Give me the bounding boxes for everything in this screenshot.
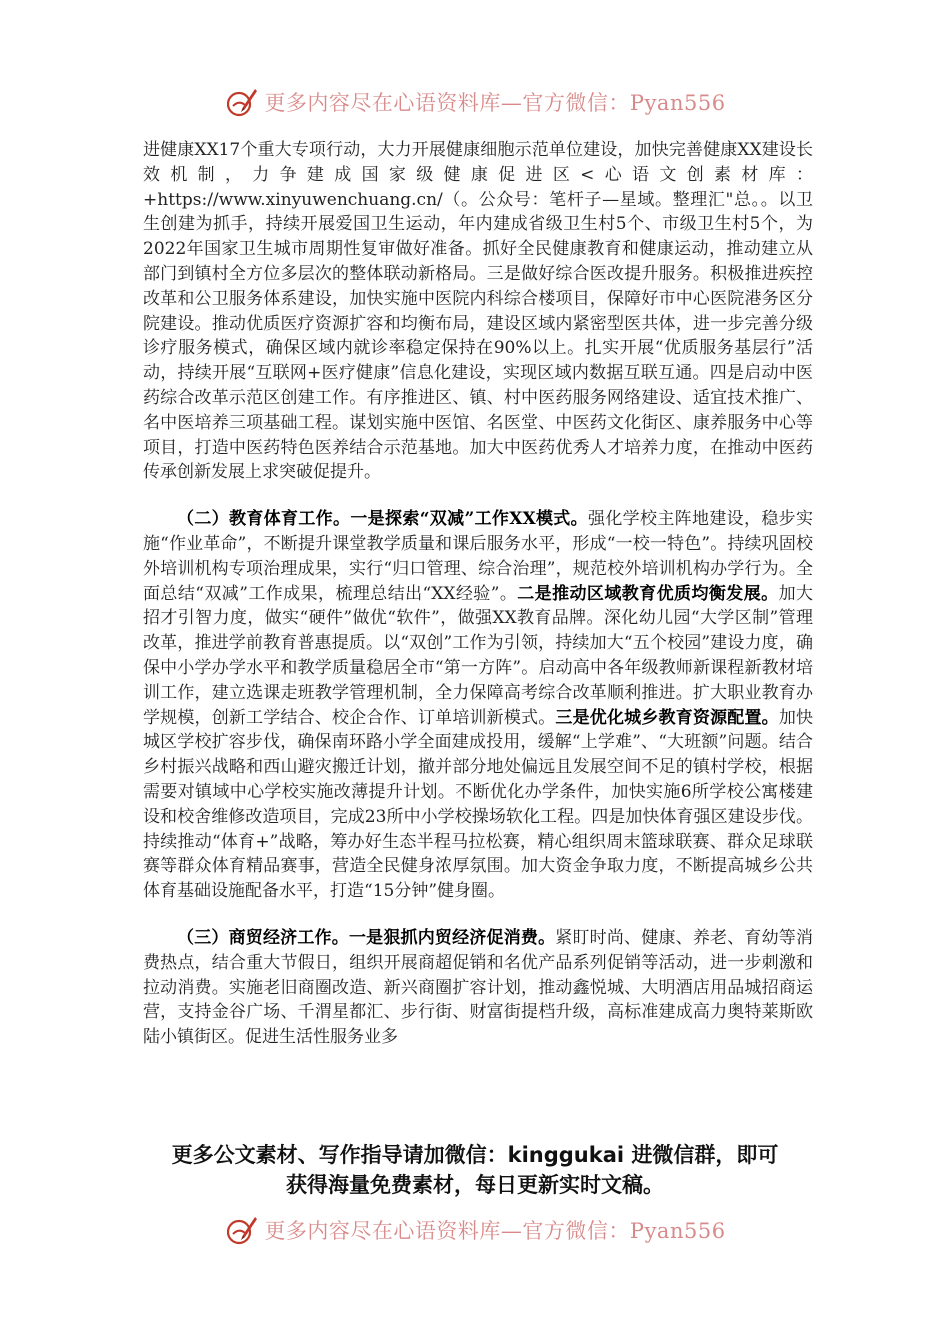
footer-watermark [0, 1210, 950, 1250]
paragraph-text: 紧盯时尚、健康、养老、育幼等消费热点，结合重大节假日，组织开展商超促销和名优产品系列促销等活动，进一步刺激和拉动消费。实施老旧商圈改造、新兴商圈扩容计划，推动鑫悦城、大明酒店用品城招商运营，支持金谷广场、千渭星都汇、步行街、财富街提档升级，高标准建成高力奥特莱斯欧陆小镇街区。促进生活性服务业多 [143, 927, 814, 1048]
section-heading-education: （二）教育体育工作。一是探索“双减”工作XX模式。 [177, 509, 588, 530]
promo-line-1: 更多公文素材、写作指导请加微信：kinggukai 进微信群，即可 [171, 1143, 779, 1167]
header-brand-text: 更多内容尽在心语资料库—官方微信：Pyan556 [264, 91, 726, 115]
promo-line-2: 获得海量免费素材，每日更新实时文稿。 [286, 1173, 664, 1197]
promo-banner [0, 1140, 950, 1200]
paragraph-education [143, 507, 813, 904]
subheading-resource-allocation: 三是优化城乡教育资源配置。 [555, 707, 779, 728]
paragraph-commerce [143, 926, 813, 1050]
paragraph-text: 加快城区学校扩容步伐，确保南环路小学全面建成投用，缓解“上学难”、“大班额”问题。结合乡村振兴战略和西山避灾搬迁计划，撤并部分地处偏远且发展空间不足的镇村学校，根据需要对镇域中心学校实施改薄提升计划。不断优化办学条件，加快实施6所学校公寓楼建设和校舍维修改造项目，完成23所中小学校操场软化工程。四是加快体育强区建设步伐。持续推动“体育+”战略，筹办好生态半程马拉松赛，精心组织周末篮球联赛、群众足球联赛等群众体育精品赛事，营造全民健身浓厚氛围。加大资金争取力度，不断提高城乡公共体育基础设施配备水平，打造“15分钟”健身圈。 [143, 707, 814, 902]
section-heading-commerce: （三）商贸经济工作。一是狠抓内贸经济促消费。 [177, 927, 556, 948]
pen-logo-icon [224, 1213, 258, 1247]
footer-brand-text: 更多内容尽在心语资料库—官方微信：Pyan556 [264, 1219, 726, 1243]
paragraph-text: 加大招才引智力度，做实“硬件”做优“软件”，做强XX教育品牌。深化幼儿园“大学区制”管理改革，推进学前教育普惠提质。以“双创”工作为引领，持续加大“五个校园”建设力度，确保中小学办学水平和教学质量稳居全市“第一方阵”。启动高中各年级教师新课程新教材培训工作，建立选课走班教学管理机制，全力保障高考综合改革顺利推进。扩大职业教育办学规模，创新工学结合、校企合作、订单培训新模式。 [143, 583, 813, 728]
subheading-balanced-development: 二是推动区域教育优质均衡发展。 [517, 583, 779, 604]
pen-logo-icon [224, 85, 258, 119]
header-watermark [0, 82, 950, 122]
document-body [143, 138, 813, 1050]
paragraph-health-continued: 进健康XX17个重大专项行动，大力开展健康细胞示范单位建设，加快完善健康XX建设长效机制，力争建成国家级健康促进区<心语文创素材库：+https://www.xinyuwenchuang.cn/（。公众号：笔杆子—星域。整理汇"总。。以卫生创建为抓手，持续开展爱国卫生运动，年内建成省级卫生村5个、市级卫生村5个，为2022年国家卫生城市周期性复审做好准备。抓好全民健康教育和健康运动，推动建立从部门到镇村全方位多层次的整体联动新格局。三是做好综合医改提升服务。积极推进疾控改革和公卫服务体系建设，加快实施中医院内科综合楼项目，保障好市中心医院港务区分院建设。推动优质医疗资源扩容和均衡布局，建设区域内紧密型医共体，进一步完善分级诊疗服务模式，确保区域内就诊率稳定保持在90%以上。扎实开展“优质服务基层行”活动，持续开展“互联网+医疗健康”信息化建设，实现区域内数据互联互通。四是启动中医药综合改革示范区创建工作。有序推进区、镇、村中医药服务网络建设、适宜技术推广、名中医培养三项基础工程。谋划实施中医馆、名医堂、中医药文化街区、康养服务中心等项目，打造中医药特色医养结合示范基地。加大中医药优秀人才培养力度，在推动中医药传承创新发展上求突破促提升。 [143, 140, 813, 483]
paragraph-text: 强化学校主阵地建设，稳步实施“作业革命”，不断提升课堂教学质量和课后服务水平，形成“一校一特色”。持续巩固校外培训机构专项治理成果，实行“归口管理、综合治理”，规范校外培训机构办学行为。全面总结“双减”工作成果，梳理总结出“XX经验”。 [143, 509, 814, 604]
